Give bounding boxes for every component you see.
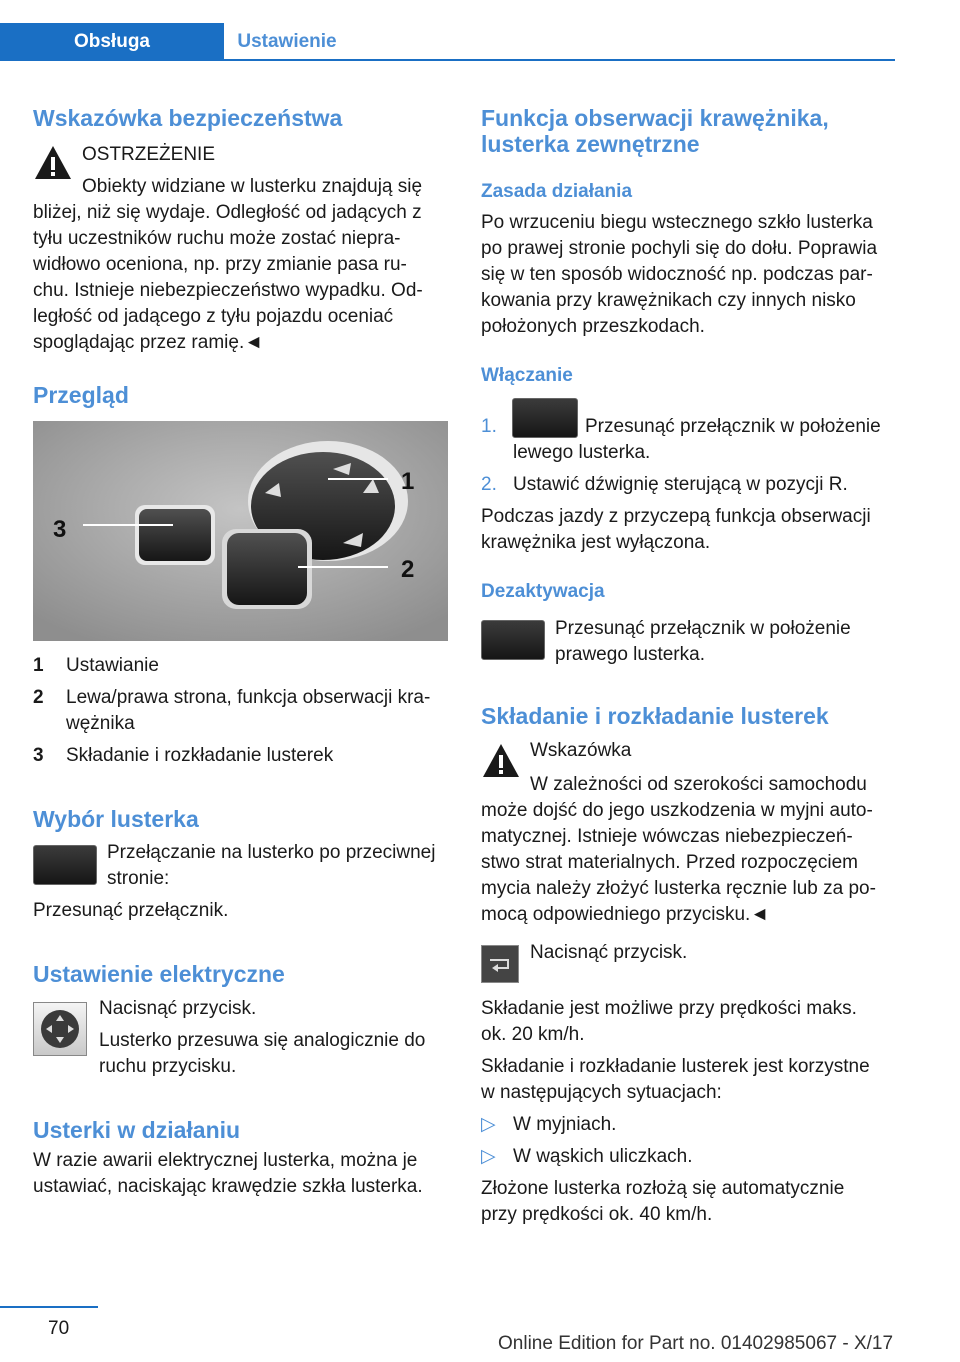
press-text: Nacisnąć przycisk. [530, 942, 688, 963]
benefit-text: Składanie i rozkładanie lusterek jest korzystne [481, 1056, 870, 1077]
benefit-text: w następujących sytuacjach: [481, 1082, 722, 1103]
enable-title: Włączanie [481, 365, 573, 386]
note-text: W zależności od szerokości samochodu [530, 774, 867, 795]
mirror-switch-icon [481, 620, 545, 660]
warning-icon [481, 740, 521, 782]
mirror-select-text: stronie: [107, 868, 170, 889]
trailer-text: krawężnika jest wyłączona. [481, 532, 711, 553]
electric-text: Nacisnąć przycisk. [99, 998, 257, 1019]
warning-text-line: tyłu uczestników ruchu może zostać niepra- [33, 228, 401, 249]
fault-text: ustawiać, naciskając krawędzie szkła lusterka. [33, 1176, 423, 1197]
mirror-select-text: Przełączanie na lusterko po przeciwnej [107, 842, 436, 863]
principle-text: położonych przeszkodach. [481, 316, 705, 337]
note-label: Wskazówka [530, 740, 632, 761]
photo-label-3: 3 [53, 516, 67, 543]
fault-title: Usterki w działaniu [33, 1117, 241, 1143]
principle-text: Po wrzuceniu biegu wstecznego szkło lusterka [481, 212, 873, 233]
mirror-switch-icon [512, 398, 578, 438]
warning-text-line: Obiekty widziane w lusterku znajdują się [82, 176, 423, 197]
principle-text: po prawej stronie pochyli się do dołu. Poprawia [481, 238, 878, 259]
safety-title: Wskazówka bezpieczeństwa [33, 105, 343, 131]
fault-text: W razie awarii elektrycznej lusterka, można je [33, 1150, 418, 1171]
principle-title: Zasada działania [481, 181, 633, 202]
principle-text: się w ten sposób widoczność np. podczas par- [481, 264, 873, 285]
electric-text: ruchu przycisku. [99, 1056, 237, 1077]
photo-label-2: 2 [401, 556, 415, 583]
note-text: matycznej. Istnieje wówczas niebezpieczeń- [481, 826, 853, 847]
tab-ustawienie[interactable]: Ustawienie [237, 31, 337, 52]
trailer-text: Podczas jazdy z przyczepą funkcja obserwacji [481, 506, 871, 527]
speed-text: ok. 20 km/h. [481, 1024, 585, 1045]
electric-text: Lusterko przesuwa się analogicznie do [99, 1030, 426, 1051]
fold-button-icon [481, 945, 519, 983]
note-text: stwo strat materialnych. Przed rozpoczęciem [481, 852, 858, 873]
triangle-bullet-icon: ▷ [481, 1146, 496, 1167]
note-text: mocą odpowiedniego przycisku.◄ [481, 904, 770, 925]
unfold-text: przy prędkości ok. 40 km/h. [481, 1204, 713, 1225]
page-number: 70 [48, 1318, 70, 1339]
overview-title: Przegląd [33, 382, 129, 408]
speed-text: Składanie jest możliwe przy prędkości maks. [481, 998, 857, 1019]
curb-title: lusterka zewnętrzne [481, 131, 700, 157]
mirror-select-text: Przesunąć przełącznik. [33, 900, 229, 921]
mirror-select-title: Wybór lusterka [33, 806, 199, 832]
warning-text-line: chu. Istnieje niebezpieczeństwo wypadku. Od- [33, 280, 423, 301]
warning-text-line: ległość od jadącego z tyłu pojazdu oceniać [33, 306, 394, 327]
warning-icon [33, 142, 73, 184]
note-text: może dojść do jego uszkodzenia w myjni auto- [481, 800, 873, 821]
joystick-icon [33, 1002, 87, 1056]
tab-obsluga[interactable]: Obsługa [0, 23, 224, 61]
warning-label: OSTRZEŻENIE [82, 144, 216, 165]
electric-title: Ustawienie elektryczne [33, 961, 285, 987]
mirror-controls-photo [33, 421, 448, 641]
disable-title: Dezaktywacja [481, 581, 605, 602]
principle-text: kowania przy krawężnikach czy innych nisko [481, 290, 856, 311]
photo-label-1: 1 [401, 468, 415, 495]
curb-title: Funkcja obserwacji krawężnika, [481, 105, 829, 131]
edition-info: Online Edition for Part no. 01402985067 - X/17 [498, 1333, 894, 1354]
disable-text: prawego lusterka. [555, 644, 705, 665]
footer-rule [0, 1306, 98, 1308]
note-text: mycia należy złożyć lusterka ręcznie lub za po- [481, 878, 876, 899]
warning-text-line: widłowo oceniona, np. przy zmianie pasa ru- [33, 254, 407, 275]
warning-text-line: bliżej, niż się wydaje. Odległość od jadących z [33, 202, 422, 223]
disable-text: Przesunąć przełącznik w położenie [555, 618, 851, 639]
header-rule [0, 59, 895, 61]
fold-title: Składanie i rozkładanie lusterek [481, 703, 829, 729]
unfold-text: Złożone lusterka rozłożą się automatycznie [481, 1178, 845, 1199]
triangle-bullet-icon: ▷ [481, 1114, 496, 1135]
mirror-switch-icon [33, 845, 97, 885]
warning-text-line: spoglądając przez ramię.◄ [33, 332, 264, 353]
header-tabs [0, 23, 895, 61]
